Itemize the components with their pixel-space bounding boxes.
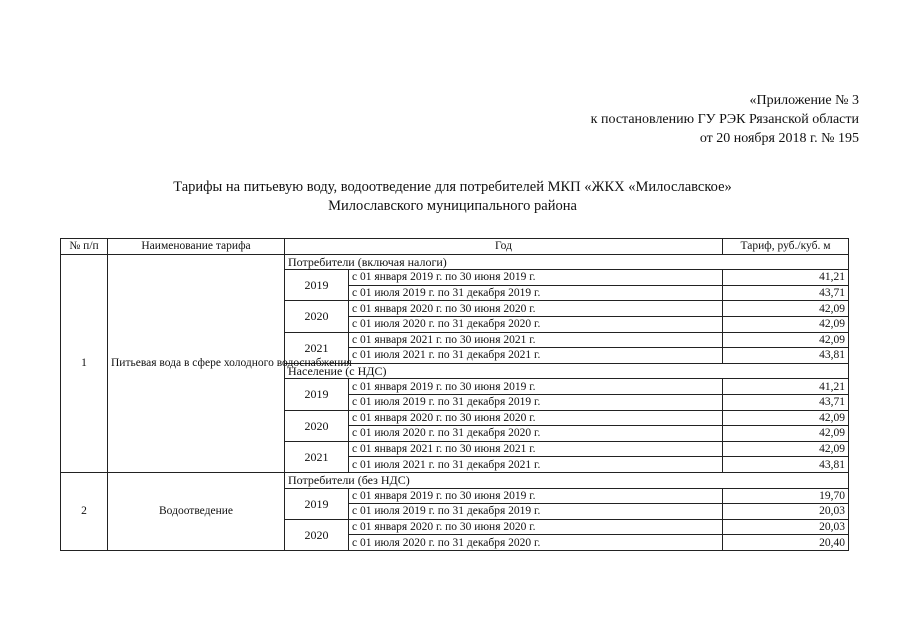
- rate-cell: 42,09: [723, 316, 849, 332]
- header-number: № п/п: [61, 239, 108, 255]
- rate-cell: 42,09: [723, 426, 849, 442]
- appendix-resolution: к постановлению ГУ РЭК Рязанской области: [590, 112, 859, 127]
- rate-cell: 41,21: [723, 379, 849, 395]
- year-cell: 2020: [285, 301, 349, 332]
- tariff-table-body: [61, 254, 849, 550]
- period-cell: с 01 января 2021 г. по 30 июня 2021 г.: [349, 441, 723, 457]
- year-cell: 2019: [285, 488, 349, 519]
- rate-cell: 20,40: [723, 535, 849, 551]
- rate-cell: 43,81: [723, 457, 849, 473]
- period-cell: с 01 июля 2019 г. по 31 декабря 2019 г.: [349, 285, 723, 301]
- table-group-row: [61, 254, 849, 270]
- rate-cell: 43,71: [723, 394, 849, 410]
- period-cell: с 01 июля 2021 г. по 31 декабря 2021 г.: [349, 348, 723, 364]
- section-number: 2: [61, 472, 108, 550]
- year-cell: 2020: [285, 519, 349, 550]
- section-tariff-name: Питьевая вода в сфере холодного водоснабжения: [108, 254, 285, 472]
- period-cell: с 01 января 2019 г. по 30 июня 2019 г.: [349, 488, 723, 504]
- rate-cell: 20,03: [723, 504, 849, 520]
- rate-cell: 20,03: [723, 519, 849, 535]
- rate-cell: 43,71: [723, 285, 849, 301]
- section-tariff-name: Водоотведение: [108, 472, 285, 550]
- period-cell: с 01 июля 2021 г. по 31 декабря 2021 г.: [349, 457, 723, 473]
- header-year: Год: [285, 239, 723, 255]
- header-rate: Тариф, руб./куб. м: [723, 239, 849, 255]
- rate-cell: 42,09: [723, 301, 849, 317]
- period-cell: с 01 января 2021 г. по 30 июня 2021 г.: [349, 332, 723, 348]
- document-title-line1: Тарифы на питьевую воду, водоотведение для потребителей МКП «ЖКХ «Милославское»: [173, 179, 732, 195]
- consumer-group-label: Потребители (без НДС): [285, 472, 849, 488]
- consumer-group-label: Потребители (включая налоги): [285, 254, 849, 270]
- document-title-line2: Милославского муниципального района: [328, 198, 577, 214]
- document-title: [0, 178, 905, 216]
- year-cell: 2020: [285, 410, 349, 441]
- period-cell: с 01 января 2020 г. по 30 июня 2020 г.: [349, 410, 723, 426]
- period-cell: с 01 июля 2019 г. по 31 декабря 2019 г.: [349, 504, 723, 520]
- period-cell: с 01 июля 2020 г. по 31 декабря 2020 г.: [349, 535, 723, 551]
- period-cell: с 01 января 2020 г. по 30 июня 2020 г.: [349, 301, 723, 317]
- year-cell: 2019: [285, 379, 349, 410]
- period-cell: с 01 июля 2019 г. по 31 декабря 2019 г.: [349, 394, 723, 410]
- table-header-row: [61, 239, 849, 255]
- appendix-date: от 20 ноября 2018 г. № 195: [699, 131, 859, 146]
- period-cell: с 01 января 2019 г. по 30 июня 2019 г.: [349, 379, 723, 395]
- rate-cell: 19,70: [723, 488, 849, 504]
- consumer-group-label: Население (с НДС): [285, 363, 849, 379]
- rate-cell: 42,09: [723, 410, 849, 426]
- year-cell: 2019: [285, 270, 349, 301]
- rate-cell: 42,09: [723, 332, 849, 348]
- year-cell: 2021: [285, 332, 349, 363]
- rate-cell: 42,09: [723, 441, 849, 457]
- period-cell: с 01 января 2019 г. по 30 июня 2019 г.: [349, 270, 723, 286]
- appendix-title: «Приложение № 3: [749, 93, 859, 108]
- rate-cell: 43,81: [723, 348, 849, 364]
- table-group-row: [61, 472, 849, 488]
- period-cell: с 01 июля 2020 г. по 31 декабря 2020 г.: [349, 426, 723, 442]
- header-tariff-name: Наименование тарифа: [108, 239, 285, 255]
- year-cell: 2021: [285, 441, 349, 472]
- rate-cell: 41,21: [723, 270, 849, 286]
- section-number: 1: [61, 254, 108, 472]
- period-cell: с 01 июля 2020 г. по 31 декабря 2020 г.: [349, 316, 723, 332]
- tariff-table: [60, 238, 849, 551]
- appendix-header: [591, 91, 859, 148]
- period-cell: с 01 января 2020 г. по 30 июня 2020 г.: [349, 519, 723, 535]
